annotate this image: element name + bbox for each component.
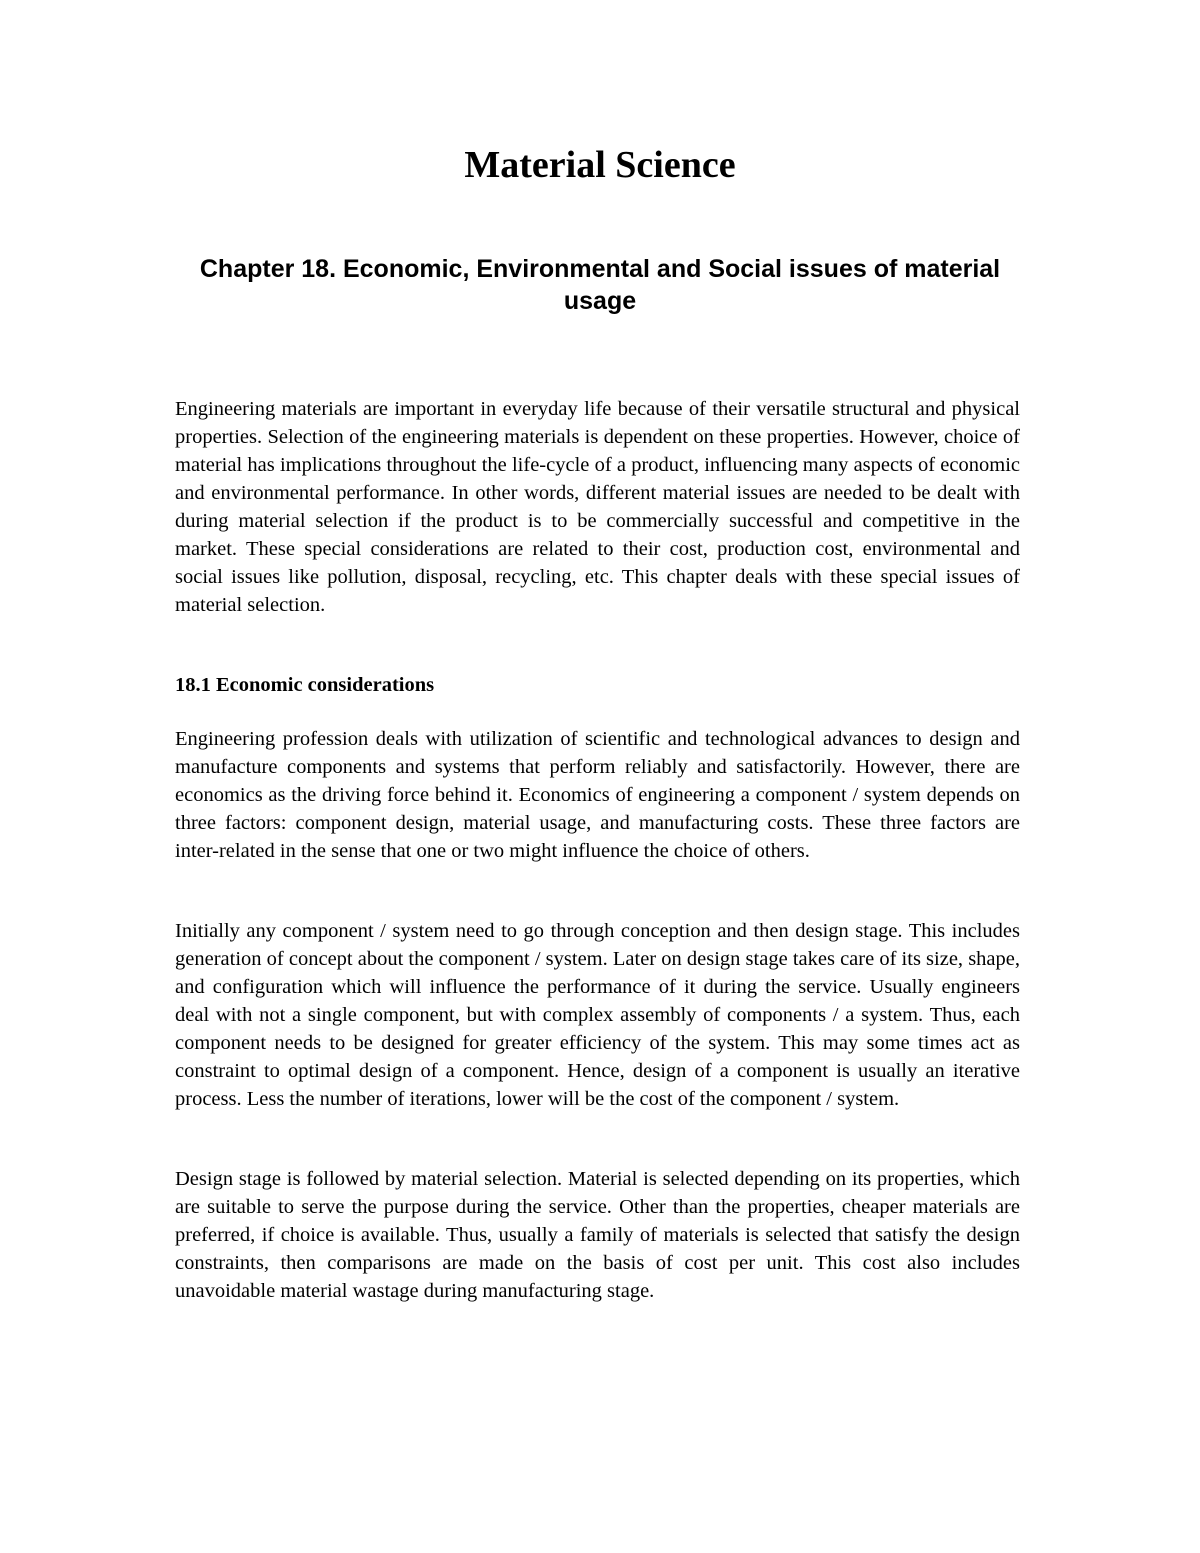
economic-paragraph-3: Design stage is followed by material selection. Material is selected depending on its properties, which are suitable to serve the purpose during the service. Other than the properties, cheaper materials are preferred, if choice is available. Thus, usually a family of materials is selected that satisfy the design constraints, then comparisons are made on the basis of cost per unit. This cost also includes unavoidable material wastage during manufacturing stage. [175,1168,1020,1302]
intro-paragraph: Engineering materials are important in everyday life because of their versatile structural and physical properties. Selection of the engineering materials is dependent on these properties. However, choice of material has implications throughout the life-cycle of a product, influencing many aspects of economic and environmental performance. In other words, different material issues are needed to be dealt with during material selection if the product is to be commercially successful and competitive in the market. These special considerations are related to their cost, production cost, environmental and social issues like pollution, disposal, recycling, etc. This chapter deals with these special issues of material selection. [175,398,1020,616]
economic-paragraph-2: Initially any component / system need to go through conception and then design stage. This includes generation of concept about the component / system. Later on design stage takes care of its size, shape, and configuration which will influence the performance of it during the service. Usually engineers deal with not a single component, but with complex assembly of components / a system. Thus, each component needs to be designed for greater efficiency of the system. This may some times act as constraint to optimal design of a component. Hence, design of a component is usually an iterative process. Less the number of iterations, lower will be the cost of the component / system. [175,920,1020,1110]
document-title: Material Science [464,144,736,186]
economic-paragraph-1: Engineering profession deals with utilization of scientific and technological advances to design and manufacture components and systems that perform reliably and satisfactorily. However, there are economics as the driving force behind it. Economics of engineering a component / system depends on three factors: component design, material usage, and manufacturing costs. These three factors are inter-related in the sense that one or two might influence the choice of others. [175,728,1020,862]
chapter-title: Chapter 18. Economic, Environmental and Social issues of material usage [199,255,1001,315]
section-heading-economic: 18.1 Economic considerations [175,674,435,696]
